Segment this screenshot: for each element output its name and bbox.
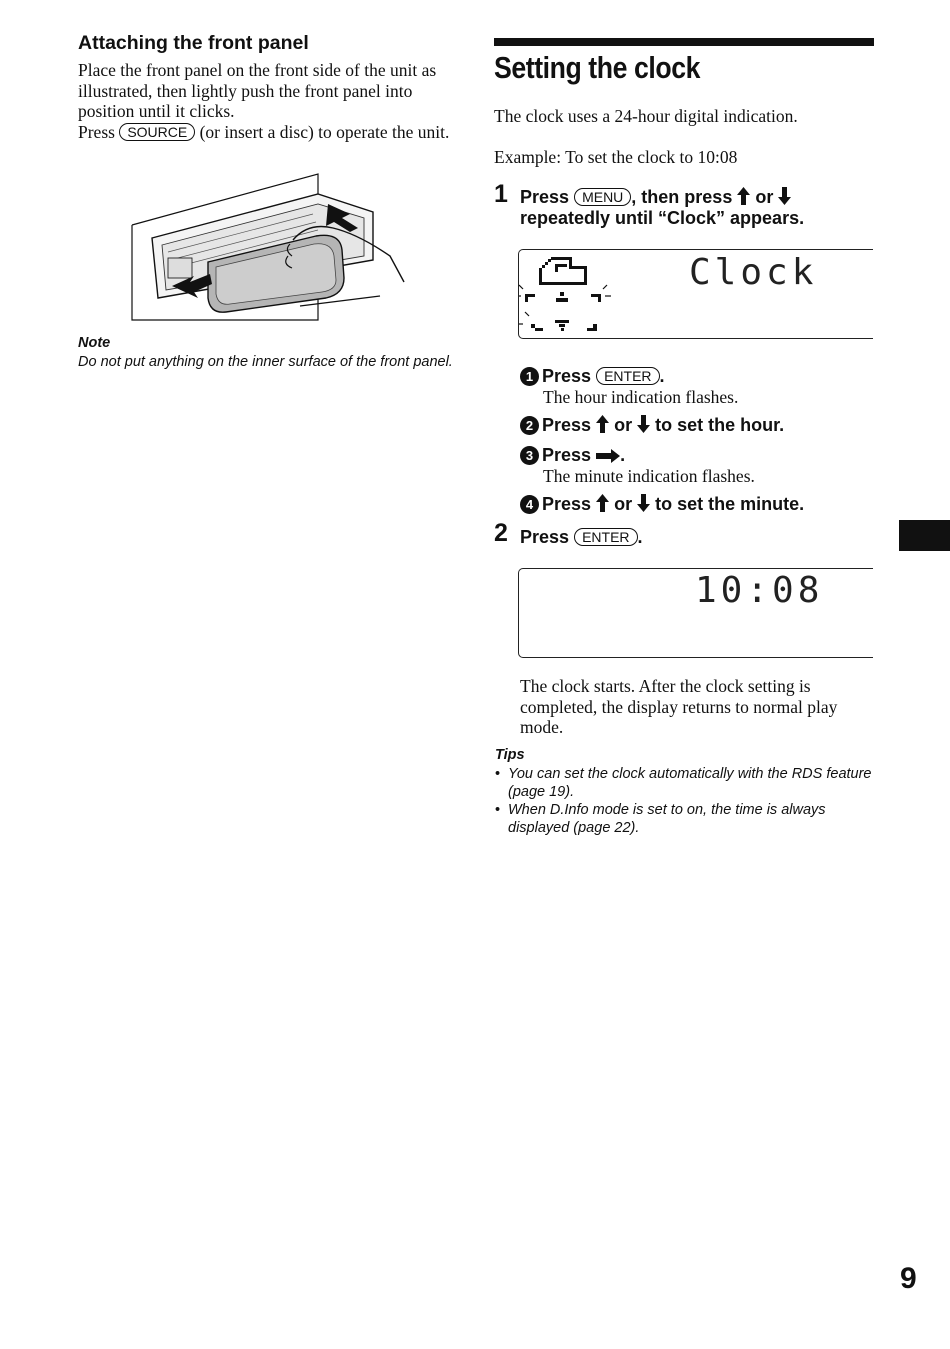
step-1-number: 1 [494,180,508,208]
substep-4-badge: 4 [520,495,539,514]
substep-4-or: or [614,494,633,514]
clock-setting-icon [519,254,614,336]
title-rule [494,38,874,46]
substep-1 [520,366,665,387]
step-2-number: 2 [494,519,508,547]
press-word: Press [78,121,115,142]
tips-list [495,765,875,837]
substep-3-badge: 3 [520,446,539,465]
down-arrow-icon [637,415,650,433]
substep-1-press: Press [542,366,592,386]
step-1-then: , then press [631,187,733,207]
lcd-time-text: 10:08 [695,570,824,611]
step-2-text [520,527,643,548]
after-text: The clock starts. After the clock setting is completed, the display returns to normal play mode. [520,676,838,737]
step-1-line2: repeatedly until “Clock” appears. [520,208,805,228]
substep-2-tail: to set the hour. [655,415,785,435]
substep-4 [520,494,804,515]
tip-item [495,801,875,837]
down-arrow-icon [778,187,791,205]
substep-4-press: Press [542,494,592,514]
section-heading-front-panel: Attaching the front panel [78,32,309,54]
substep-2 [520,415,784,436]
page-title: Setting the clock [494,50,701,85]
intro-text: The clock uses a 24-hour digital indication. [494,106,798,126]
tip-2-text: When D.Info mode is set to on, the time is always displayed (page 22). [508,802,826,836]
lcd-clock-text: Clock [689,252,818,293]
right-arrow-icon [596,449,620,463]
substep-3-end: . [620,445,626,465]
note-text: Do not put anything on the inner surface of the front panel. [78,354,453,370]
substep-3-desc: The minute indication flashes. [543,466,755,486]
tip-bullet: • [495,802,501,818]
step-2-press: Press [520,527,570,547]
step-1-text [520,187,880,229]
substep-4-tail: to set the minute. [655,494,805,514]
source-key: SOURCE [119,123,195,141]
lcd-display-clock [518,249,873,339]
menu-key: MENU [574,188,631,206]
section-side-tab [899,520,950,551]
front-panel-illustration [128,170,418,330]
step-2-end: . [637,527,643,547]
tip-bullet: • [495,766,501,782]
lcd-display-time [518,568,873,658]
down-arrow-icon [637,494,650,512]
substep-1-desc: The hour indication flashes. [543,387,739,407]
up-arrow-icon [737,187,750,205]
source-instructions: (or insert a disc) to operate the unit. [199,121,450,142]
up-arrow-icon [596,415,609,433]
step-1-or: or [755,187,774,207]
substep-3 [520,445,625,466]
enter-key-2: ENTER [574,528,637,546]
tip-1-text: You can set the clock automatically with the RDS feature (page 19). [508,766,872,800]
up-arrow-icon [596,494,609,512]
substep-2-badge: 2 [520,416,539,435]
step-1-press: Press [520,187,570,207]
example-text: Example: To set the clock to 10:08 [494,147,738,167]
note-label: Note [78,335,111,351]
front-panel-paragraph [78,60,458,142]
page-number: 9 [900,1262,917,1295]
substep-1-badge: 1 [520,367,539,386]
tips-label: Tips [495,747,525,763]
substep-3-press: Press [542,445,592,465]
substep-1-end: . [659,366,665,386]
substep-2-or: or [614,415,633,435]
substep-2-press: Press [542,415,592,435]
enter-key-1: ENTER [596,367,659,385]
front-panel-instructions: Place the front panel on the front side of the unit as illustrated, then lightly push the front panel into position until it clicks. [78,60,437,121]
tip-item [495,765,875,801]
